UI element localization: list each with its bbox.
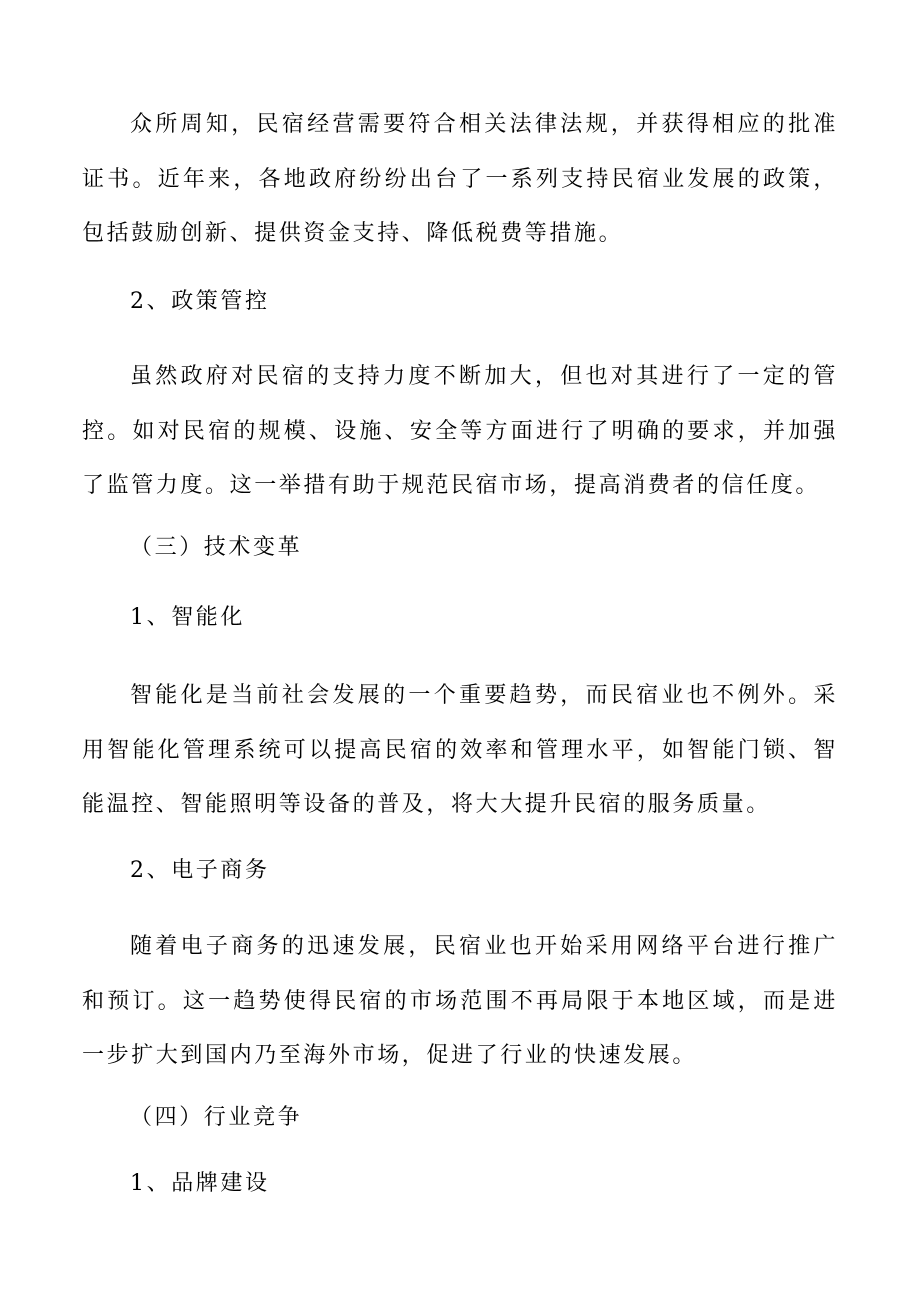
section-industry-competition: （四）行业竞争 bbox=[130, 1105, 303, 1130]
section-tech-change: （三）技术变革 bbox=[130, 535, 303, 560]
heading-ecommerce: 2、电子商务 bbox=[130, 858, 270, 883]
heading-brand-building: 1、品牌建设 bbox=[130, 1171, 270, 1196]
heading-policy-control: 2、政策管控 bbox=[130, 289, 270, 314]
paragraph-policy-control: 虽然政府对民宿的支持力度不断加大，但也对其进行了一定的管控。如对民宿的规模、设施、安全等方面进行了明确的要求，并加强了监管力度。这一举措有助于规范民宿市场，提高消费者的信任度。 bbox=[82, 364, 838, 498]
heading-intelligent: 1、智能化 bbox=[130, 605, 245, 630]
paragraph-licensing-policy: 众所周知，民宿经营需要符合相关法律法规，并获得相应的批准证书。近年来，各地政府纷纷出台了一系列支持民宿业发展的政策，包括鼓励创新、提供资金支持、降低税费等措施。 bbox=[82, 112, 838, 246]
paragraph-ecommerce: 随着电子商务的迅速发展，民宿业也开始采用网络平台进行推广和预订。这一趋势使得民宿的市场范围不再局限于本地区域，而是进一步扩大到国内乃至海外市场，促进了行业的快速发展。 bbox=[82, 934, 838, 1068]
paragraph-intelligent: 智能化是当前社会发展的一个重要趋势，而民宿业也不例外。采用智能化管理系统可以提高民宿的效率和管理水平，如智能门锁、智能温控、智能照明等设备的普及，将大大提升民宿的服务质量。 bbox=[82, 683, 838, 817]
